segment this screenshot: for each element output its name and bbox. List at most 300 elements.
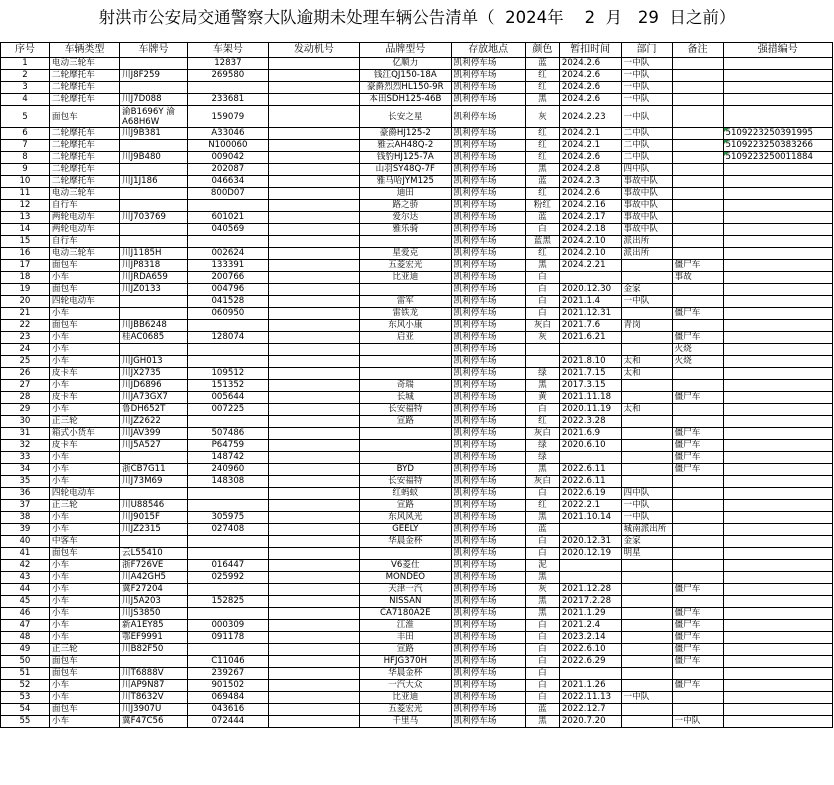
- cell-remark: 僵尸车: [672, 680, 723, 692]
- cell-enforcement-no: [723, 296, 833, 308]
- cell-brand: BYD: [360, 464, 451, 476]
- cell-department: 城南派出所: [621, 524, 672, 536]
- cell-engine: [268, 500, 359, 512]
- cell-vin: A33046: [188, 128, 269, 140]
- cell-brand: [360, 368, 451, 380]
- cell-vehicle-type: 自行车: [49, 236, 119, 248]
- cell-color: 红: [525, 500, 559, 512]
- cell-plate: [120, 58, 188, 70]
- cell-remark: 一中队: [672, 716, 723, 728]
- cell-index: 33: [1, 452, 50, 464]
- cell-brand: 长安之星: [360, 106, 451, 128]
- cell-seized-date: 2021.1.26: [559, 680, 621, 692]
- cell-vin: 152825: [188, 596, 269, 608]
- cell-index: 34: [1, 464, 50, 476]
- cell-seized-date: 2022.3.28: [559, 416, 621, 428]
- cell-seized-date: 2022.11.13: [559, 692, 621, 704]
- cell-seized-date: [559, 272, 621, 284]
- cell-brand: 比亚迪: [360, 692, 451, 704]
- cell-enforcement-no: [723, 536, 833, 548]
- cell-index: 1: [1, 58, 50, 70]
- cell-remark: 僵尸车: [672, 440, 723, 452]
- cell-engine: [268, 428, 359, 440]
- cell-brand: [360, 356, 451, 368]
- cell-brand: 山羽SY48Q-7F: [360, 164, 451, 176]
- cell-department: [621, 668, 672, 680]
- cell-location: 凯利停车场: [451, 440, 525, 452]
- cell-color: 黑: [525, 716, 559, 728]
- cell-plate: [120, 536, 188, 548]
- cell-engine: [268, 524, 359, 536]
- cell-engine: [268, 632, 359, 644]
- cell-seized-date: 2021.2.4: [559, 620, 621, 632]
- cell-vin: N100060: [188, 140, 269, 152]
- cell-brand: 红蚂蚁: [360, 488, 451, 500]
- cell-remark: 僵尸车: [672, 260, 723, 272]
- cell-plate: 川J73M69: [120, 476, 188, 488]
- cell-enforcement-no: [723, 668, 833, 680]
- column-header-engine: 发动机号: [268, 43, 359, 58]
- cell-color: 白: [525, 680, 559, 692]
- table-row: [1, 224, 833, 236]
- cell-index: 54: [1, 704, 50, 716]
- table-row: [1, 512, 833, 524]
- cell-enforcement-no: [723, 560, 833, 572]
- cell-enforcement-no: [723, 94, 833, 106]
- cell-department: [621, 344, 672, 356]
- cell-plate: [120, 344, 188, 356]
- cell-department: 一中队: [621, 94, 672, 106]
- cell-vehicle-type: 两轮电动车: [49, 224, 119, 236]
- cell-enforcement-no: [723, 212, 833, 224]
- cell-engine: [268, 692, 359, 704]
- cell-index: 43: [1, 572, 50, 584]
- cell-remark: 僵尸车: [672, 464, 723, 476]
- cell-department: 事故中队: [621, 188, 672, 200]
- cell-department: [621, 260, 672, 272]
- cell-index: 40: [1, 536, 50, 548]
- table-row: [1, 58, 833, 70]
- cell-enforcement-no: [723, 188, 833, 200]
- cell-enforcement-no: [723, 332, 833, 344]
- cell-enforcement-no: 5109223250011884: [723, 152, 833, 164]
- cell-plate: 渝B1696Y 渝A68H6W: [120, 106, 188, 128]
- cell-color: 泥: [525, 560, 559, 572]
- cell-brand: [360, 452, 451, 464]
- cell-vehicle-type: 小车: [49, 272, 119, 284]
- cell-enforcement-no: [723, 106, 833, 128]
- cell-index: 36: [1, 488, 50, 500]
- table-body: [1, 58, 833, 728]
- cell-plate: 浙F726VE: [120, 560, 188, 572]
- cell-vehicle-type: 面包车: [49, 260, 119, 272]
- cell-department: 金家: [621, 536, 672, 548]
- cell-vehicle-type: 面包车: [49, 704, 119, 716]
- cell-index: 38: [1, 512, 50, 524]
- cell-plate: [120, 164, 188, 176]
- cell-vin: 12837: [188, 58, 269, 70]
- cell-seized-date: [559, 524, 621, 536]
- cell-brand: 长城: [360, 392, 451, 404]
- cell-seized-date: [559, 452, 621, 464]
- cell-brand: 比亚迪: [360, 272, 451, 284]
- table-row: [1, 644, 833, 656]
- cell-department: 太和: [621, 356, 672, 368]
- vehicle-table-container: [0, 42, 834, 785]
- cell-color: 白: [525, 668, 559, 680]
- cell-plate: 川J1185H: [120, 248, 188, 260]
- cell-brand: 宣路: [360, 500, 451, 512]
- cell-color: 蓝黑: [525, 236, 559, 248]
- cell-location: 凯利停车场: [451, 152, 525, 164]
- cell-plate: 鄂EF9991: [120, 632, 188, 644]
- cell-plate: 川A42GH5: [120, 572, 188, 584]
- cell-engine: [268, 452, 359, 464]
- cell-vin: 240960: [188, 464, 269, 476]
- cell-vin: 233681: [188, 94, 269, 106]
- cell-plate: [120, 82, 188, 94]
- cell-department: [621, 428, 672, 440]
- cell-brand: 路之骄: [360, 200, 451, 212]
- cell-enforcement-no: [723, 512, 833, 524]
- cell-brand: [360, 548, 451, 560]
- cell-vin: 091178: [188, 632, 269, 644]
- cell-department: 一中队: [621, 500, 672, 512]
- table-row: [1, 692, 833, 704]
- cell-vin: P64759: [188, 440, 269, 452]
- cell-remark: [672, 296, 723, 308]
- cell-vehicle-type: 四轮电动车: [49, 488, 119, 500]
- table-row: [1, 524, 833, 536]
- cell-enforcement-no: [723, 704, 833, 716]
- cell-plate: 浙CB7G11: [120, 464, 188, 476]
- table-row: [1, 428, 833, 440]
- cell-location: 凯利停车场: [451, 320, 525, 332]
- cell-index: 50: [1, 656, 50, 668]
- cell-remark: [672, 320, 723, 332]
- cell-remark: 僵尸车: [672, 332, 723, 344]
- cell-department: 二中队: [621, 140, 672, 152]
- cell-color: 白: [525, 644, 559, 656]
- cell-department: [621, 584, 672, 596]
- table-row: [1, 188, 833, 200]
- table-row: [1, 680, 833, 692]
- cell-vehicle-type: 正三轮: [49, 500, 119, 512]
- cell-location: 凯利停车场: [451, 704, 525, 716]
- cell-engine: [268, 356, 359, 368]
- cell-seized-date: 2024.2.8: [559, 164, 621, 176]
- cell-brand: 豪爵HJ125-2: [360, 128, 451, 140]
- cell-color: 白: [525, 284, 559, 296]
- cell-color: 绿: [525, 440, 559, 452]
- cell-remark: [672, 164, 723, 176]
- cell-vehicle-type: 小车: [49, 464, 119, 476]
- cell-engine: [268, 224, 359, 236]
- cell-enforcement-no: [723, 608, 833, 620]
- cell-department: [621, 464, 672, 476]
- cell-enforcement-no: [723, 572, 833, 584]
- cell-engine: [268, 596, 359, 608]
- cell-color: 白: [525, 620, 559, 632]
- cell-vin: 007225: [188, 404, 269, 416]
- cell-color: 黑: [525, 512, 559, 524]
- cell-seized-date: 2024.2.6: [559, 94, 621, 106]
- cell-location: 凯利停车场: [451, 344, 525, 356]
- cell-vehicle-type: 小车: [49, 512, 119, 524]
- cell-location: 凯利停车场: [451, 572, 525, 584]
- cell-brand: 华晨金杯: [360, 668, 451, 680]
- cell-plate: [120, 296, 188, 308]
- cell-enforcement-no: [723, 380, 833, 392]
- table-row: [1, 392, 833, 404]
- cell-engine: [268, 476, 359, 488]
- cell-location: 凯利停车场: [451, 620, 525, 632]
- cell-index: 19: [1, 284, 50, 296]
- cell-brand: 爱尔达: [360, 212, 451, 224]
- cell-vin: 041528: [188, 296, 269, 308]
- cell-engine: [268, 176, 359, 188]
- cell-brand: 亿顺力: [360, 58, 451, 70]
- cell-enforcement-no: [723, 260, 833, 272]
- cell-vehicle-type: 电动三轮车: [49, 58, 119, 70]
- cell-plate: 川JZ2315: [120, 524, 188, 536]
- cell-vehicle-type: 二轮摩托车: [49, 82, 119, 94]
- cell-location: 凯利停车场: [451, 476, 525, 488]
- cell-enforcement-no: [723, 428, 833, 440]
- cell-location: 凯利停车场: [451, 488, 525, 500]
- cell-plate: 川JP8318: [120, 260, 188, 272]
- cell-location: 凯利停车场: [451, 452, 525, 464]
- cell-engine: [268, 344, 359, 356]
- cell-remark: [672, 248, 723, 260]
- cell-plate: 川JX2735: [120, 368, 188, 380]
- table-row: [1, 632, 833, 644]
- cell-remark: [672, 368, 723, 380]
- cell-location: 凯利停车场: [451, 524, 525, 536]
- table-row: [1, 500, 833, 512]
- cell-vin: 148308: [188, 476, 269, 488]
- cell-vin: 200766: [188, 272, 269, 284]
- cell-department: [621, 716, 672, 728]
- cell-vin: [188, 344, 269, 356]
- cell-location: 凯利停车场: [451, 680, 525, 692]
- table-row: [1, 236, 833, 248]
- cell-seized-date: 2024.2.18: [559, 224, 621, 236]
- cell-index: 30: [1, 416, 50, 428]
- cell-remark: 僵尸车: [672, 644, 723, 656]
- cell-seized-date: 2024.2.17: [559, 212, 621, 224]
- cell-brand: 星爱克: [360, 248, 451, 260]
- cell-engine: [268, 560, 359, 572]
- cell-enforcement-no: [723, 236, 833, 248]
- table-row: [1, 488, 833, 500]
- cell-plate: [120, 452, 188, 464]
- table-row: [1, 596, 833, 608]
- cell-enforcement-no: [723, 656, 833, 668]
- cell-index: 48: [1, 632, 50, 644]
- page-title: 射洪市公安局交通警察大队逾期未处理车辆公告清单（ 2024年 2 月 29 日之前）: [98, 8, 736, 27]
- cell-color: 红: [525, 188, 559, 200]
- cell-color: 红: [525, 70, 559, 82]
- cell-location: 凯利停车场: [451, 82, 525, 94]
- cell-enforcement-no: [723, 716, 833, 728]
- cell-seized-date: 2020.12.31: [559, 536, 621, 548]
- cell-remark: 僵尸车: [672, 608, 723, 620]
- cell-location: 凯利停车场: [451, 500, 525, 512]
- cell-remark: 火烧: [672, 356, 723, 368]
- cell-index: 53: [1, 692, 50, 704]
- cell-department: [621, 632, 672, 644]
- cell-vehicle-type: 二轮摩托车: [49, 140, 119, 152]
- table-row: [1, 356, 833, 368]
- cell-vehicle-type: 小车: [49, 608, 119, 620]
- cell-vin: 239267: [188, 668, 269, 680]
- cell-color: 白: [525, 296, 559, 308]
- cell-remark: 僵尸车: [672, 308, 723, 320]
- cell-seized-date: [559, 572, 621, 584]
- cell-department: [621, 560, 672, 572]
- cell-plate: 川JAV399: [120, 428, 188, 440]
- cell-vehicle-type: 自行车: [49, 200, 119, 212]
- cell-department: 太和: [621, 368, 672, 380]
- column-header-vehicle-type: 车辆类型: [49, 43, 119, 58]
- cell-vin: [188, 236, 269, 248]
- cell-plate: [120, 656, 188, 668]
- cell-remark: [672, 152, 723, 164]
- cell-vehicle-type: 小车: [49, 344, 119, 356]
- cell-plate: 川J7D088: [120, 94, 188, 106]
- cell-vin: [188, 644, 269, 656]
- cell-color: 蓝: [525, 58, 559, 70]
- cell-color: 黑: [525, 164, 559, 176]
- cell-enforcement-no: [723, 344, 833, 356]
- cell-brand: 华晨金杯: [360, 536, 451, 548]
- cell-remark: [672, 596, 723, 608]
- cell-department: 四中队: [621, 488, 672, 500]
- cell-brand: 迪田: [360, 188, 451, 200]
- cell-remark: 僵尸车: [672, 656, 723, 668]
- cell-engine: [268, 140, 359, 152]
- table-row: [1, 248, 833, 260]
- cell-color: 白: [525, 224, 559, 236]
- column-header-remark: 备注: [672, 43, 723, 58]
- cell-vehicle-type: 小车: [49, 404, 119, 416]
- cell-color: 红: [525, 248, 559, 260]
- cell-color: 白: [525, 488, 559, 500]
- table-row: [1, 94, 833, 106]
- cell-enforcement-no: 5109223250391995: [723, 128, 833, 140]
- cell-enforcement-no: [723, 164, 833, 176]
- table-row: [1, 536, 833, 548]
- cell-index: 35: [1, 476, 50, 488]
- cell-color: 红: [525, 128, 559, 140]
- cell-brand: [360, 344, 451, 356]
- cell-engine: [268, 284, 359, 296]
- table-row: [1, 320, 833, 332]
- cell-index: 29: [1, 404, 50, 416]
- cell-engine: [268, 656, 359, 668]
- cell-color: 灰白: [525, 428, 559, 440]
- cell-enforcement-no: [723, 488, 833, 500]
- cell-location: 凯利停车场: [451, 212, 525, 224]
- cell-remark: [672, 692, 723, 704]
- cell-enforcement-no: [723, 632, 833, 644]
- cell-enforcement-no: [723, 440, 833, 452]
- cell-department: 一中队: [621, 512, 672, 524]
- cell-vin: 060950: [188, 308, 269, 320]
- cell-engine: [268, 368, 359, 380]
- column-header-seized-date: 暂扣时间: [559, 43, 621, 58]
- cell-brand: 雅乐骑: [360, 224, 451, 236]
- cell-seized-date: 2022.2.1: [559, 500, 621, 512]
- cell-seized-date: [559, 344, 621, 356]
- cell-enforcement-no: [723, 224, 833, 236]
- cell-department: [621, 656, 672, 668]
- cell-location: 凯利停车场: [451, 692, 525, 704]
- cell-engine: [268, 128, 359, 140]
- cell-index: 17: [1, 260, 50, 272]
- cell-index: 18: [1, 272, 50, 284]
- cell-remark: [672, 476, 723, 488]
- cell-seized-date: 2020.12.30: [559, 284, 621, 296]
- cell-vin: 800D07: [188, 188, 269, 200]
- cell-plate: 川JS3850: [120, 608, 188, 620]
- cell-location: 凯利停车场: [451, 464, 525, 476]
- cell-seized-date: 2021.8.10: [559, 356, 621, 368]
- table-row: [1, 164, 833, 176]
- table-row: [1, 176, 833, 188]
- cell-vehicle-type: 小车: [49, 380, 119, 392]
- cell-engine: [268, 272, 359, 284]
- cell-vehicle-type: 电动三轮车: [49, 248, 119, 260]
- cell-plate: 川JZ2622: [120, 416, 188, 428]
- cell-seized-date: 2024.2.6: [559, 188, 621, 200]
- cell-index: 3: [1, 82, 50, 94]
- cell-location: 凯利停车场: [451, 632, 525, 644]
- cell-color: [525, 356, 559, 368]
- cell-brand: V6菱仕: [360, 560, 451, 572]
- cell-index: 23: [1, 332, 50, 344]
- cell-color: 灰: [525, 106, 559, 128]
- cell-seized-date: 2022.6.11: [559, 464, 621, 476]
- cell-index: 15: [1, 236, 50, 248]
- cell-color: 蓝: [525, 524, 559, 536]
- cell-enforcement-no: [723, 320, 833, 332]
- cell-location: 凯利停车场: [451, 308, 525, 320]
- cell-brand: 宣路: [360, 416, 451, 428]
- cell-plate: 川T8632V: [120, 692, 188, 704]
- cell-location: 凯利停车场: [451, 176, 525, 188]
- cell-color: 蓝: [525, 176, 559, 188]
- cell-remark: 僵尸车: [672, 392, 723, 404]
- cell-seized-date: 2017.3.15: [559, 380, 621, 392]
- cell-index: 49: [1, 644, 50, 656]
- cell-location: 凯利停车场: [451, 416, 525, 428]
- cell-index: 4: [1, 94, 50, 106]
- cell-plate: 桂AC0685: [120, 332, 188, 344]
- cell-vin: 046634: [188, 176, 269, 188]
- cell-enforcement-no: [723, 368, 833, 380]
- column-header-location: 存放地点: [451, 43, 525, 58]
- cell-color: 黑: [525, 572, 559, 584]
- cell-remark: [672, 416, 723, 428]
- cell-location: 凯利停车场: [451, 94, 525, 106]
- cell-department: 事故中队: [621, 200, 672, 212]
- table-row: [1, 368, 833, 380]
- table-row: [1, 404, 833, 416]
- cell-vehicle-type: 面包车: [49, 656, 119, 668]
- cell-remark: [672, 188, 723, 200]
